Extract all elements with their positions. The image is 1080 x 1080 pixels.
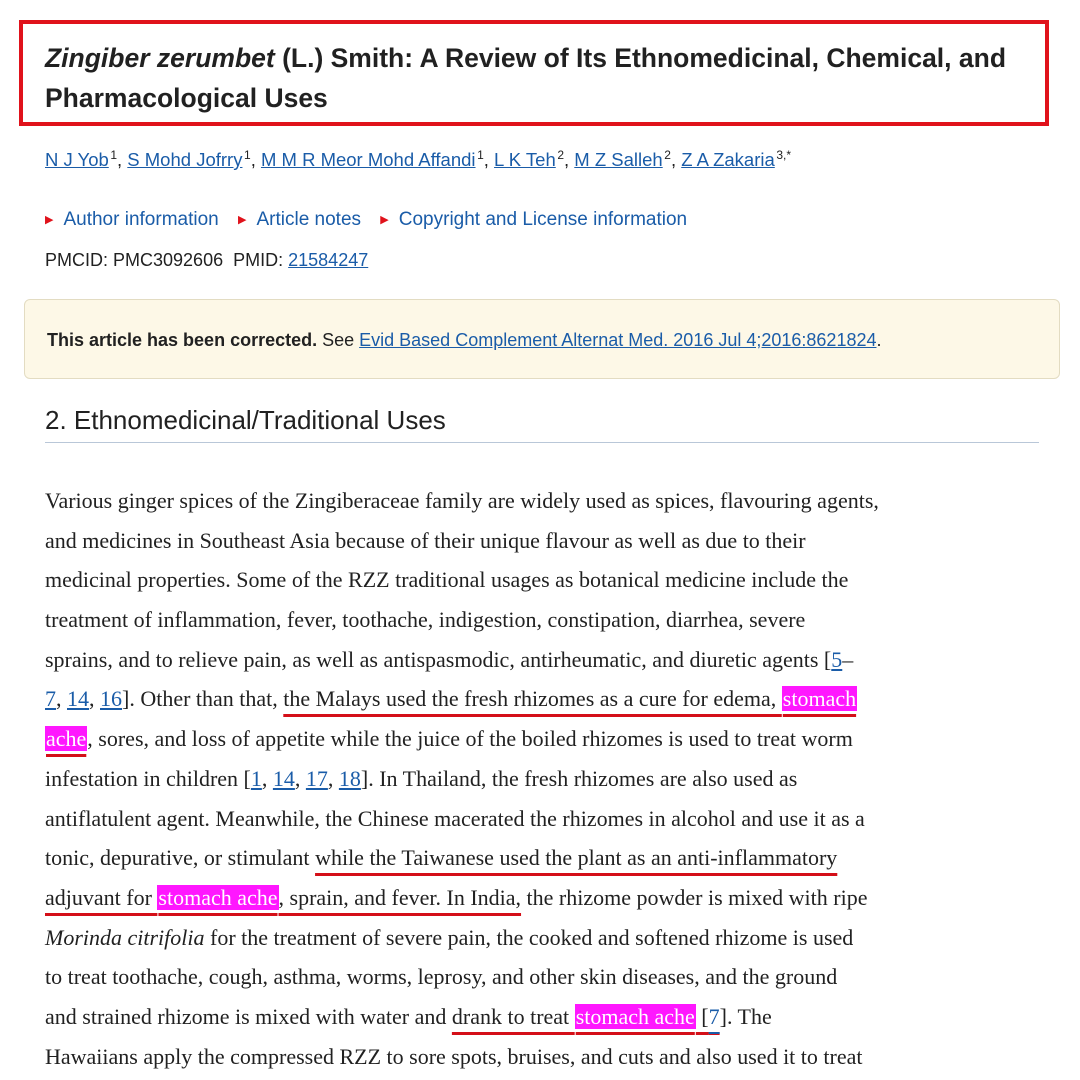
author-link[interactable]: L K Teh (494, 149, 556, 170)
copyright-license-toggle[interactable]: ▶ Copyright and License information (380, 209, 688, 230)
section-heading: 2. Ethnomedicinal/Traditional Uses (45, 402, 1039, 443)
author-link[interactable]: N J Yob (45, 149, 109, 170)
reference-link[interactable]: 18 (338, 765, 361, 791)
author-link[interactable]: M M R Meor Mohd Affandi (260, 149, 476, 170)
reference-link[interactable]: 7 (708, 1003, 720, 1029)
underlined-annotation: while the Taiwanese used the plant as an anti-inflammatory (315, 845, 838, 871)
author-affiliation: 1 (110, 147, 118, 162)
reference-link[interactable]: 7 (45, 686, 56, 712)
expand-triangle-icon: ▶ (380, 214, 389, 226)
article-notes-toggle[interactable]: ▶ Article notes (238, 209, 362, 230)
author-list: N J Yob $^1$, S Mohd Jofrry $^1$, M M R Meor Mohd Affandi $^1$, L K Teh $^2$, M Z Salleh $^2$, Z A Zakaria $^{3,*}$ (45, 147, 792, 170)
author-link[interactable]: M Z Salleh (574, 149, 663, 170)
pmid-label: PMID: (233, 250, 284, 270)
underlined-annotation (45, 726, 87, 751)
author-affiliation: 1 (244, 147, 251, 162)
reference-link[interactable]: 14 (272, 765, 295, 791)
correction-notice-text: This article has been corrected. See Evid Based Complement Alternat Med. 2016 Jul 4;2016:8621824. (47, 330, 882, 350)
pmcid-value: PMC3092606 (113, 250, 224, 270)
author-link[interactable]: Z A Zakaria (681, 149, 775, 170)
article-info-links (45, 207, 701, 235)
section-paragraph: Various ginger spices of the Zingiberaceae family are widely used as spices, flavouring agents, and medicines in Southeast Asia because of their unique flavour as well as due to their medicinal properties. Some of the RZZ traditional usages as botanical medicine include the treatment of inflammation, fever, toothache, indigestion, constipation, diarrhea, severe sprains, and to relieve pain, as well as antispasmodic, antirheumatic, and diuretic agents [5– 7, 14, 16]. Other than that, the Malays used the fresh rhizomes as a cure for edema, stomach ache, sores, and loss of appetite while the juice of the boiled rhizomes is used to treat worm infestation in children [1, 14, 17, 18]. In Thailand, the fresh rhizomes are also used as antiflatulent agent. Meanwhile, the Chinese macerated the rhizomes in alcohol and use it as a tonic, depurative, or stimulant while the Taiwanese used the plant as an anti-inflammatory adjuvant for stomach ache, sprain, and fever. In India, the rhizome powder is mixed with ripe Morinda citrifolia for the treatment of severe pain, the cooked and softened rhizome is used to treat toothache, cough, asthma, worms, leprosy, and other skin diseases, and the ground and strained rhizome is mixed with water and drank to treat stomach ache [7]. The Hawaiians apply the compressed RZZ to sore spots, bruises, and cuts and also used it to treat (45, 488, 879, 1069)
author-link[interactable]: S Mohd Jofrry (127, 149, 243, 170)
article-identifiers (45, 247, 368, 273)
reference-link[interactable]: 5 (831, 646, 843, 672)
search-highlight: stomach (782, 686, 857, 712)
author-affiliation: 3,* (776, 147, 792, 162)
underlined-annotation: the Malays used the fresh rhizomes as a cure for edema, stomach (283, 686, 857, 712)
title-text: (L.) Smith: A Review of Its Ethnomedicinal, Chemical, and Pharmacological Uses (45, 43, 1007, 113)
pmcid-label: PMCID: (45, 250, 108, 270)
correction-notice (24, 299, 1060, 379)
expand-triangle-icon: ▶ (45, 214, 54, 226)
author-information-toggle[interactable]: ▶ Author information (45, 209, 219, 230)
reference-link[interactable]: 16 (100, 686, 122, 712)
underlined-annotation: drank to treat stomach ache [7 (451, 1003, 720, 1029)
author-affiliation: 2 (664, 147, 671, 162)
species-name: Morinda citrifolia (45, 924, 205, 950)
search-highlight: stomach ache (158, 884, 278, 910)
article-title (45, 38, 1035, 118)
reference-link[interactable]: 17 (305, 765, 328, 791)
expand-triangle-icon: ▶ (238, 214, 247, 226)
correction-link[interactable]: Evid Based Complement Alternat Med. 2016 Jul 4;2016:8621824 (359, 330, 877, 350)
author-affiliation: 1 (477, 147, 484, 162)
underlined-annotation: adjuvant for stomach ache, sprain, and fever. In India, (45, 884, 522, 910)
reference-link[interactable]: 1 (250, 765, 262, 791)
reference-link[interactable]: 14 (67, 686, 89, 712)
author-affiliation: 2 (557, 147, 564, 162)
pmid-link[interactable]: 21584247 (288, 250, 369, 270)
search-highlight: ache (46, 726, 87, 752)
title-species-name: Zingiber zerumbet (45, 43, 275, 73)
search-highlight: stomach ache (575, 1003, 695, 1029)
